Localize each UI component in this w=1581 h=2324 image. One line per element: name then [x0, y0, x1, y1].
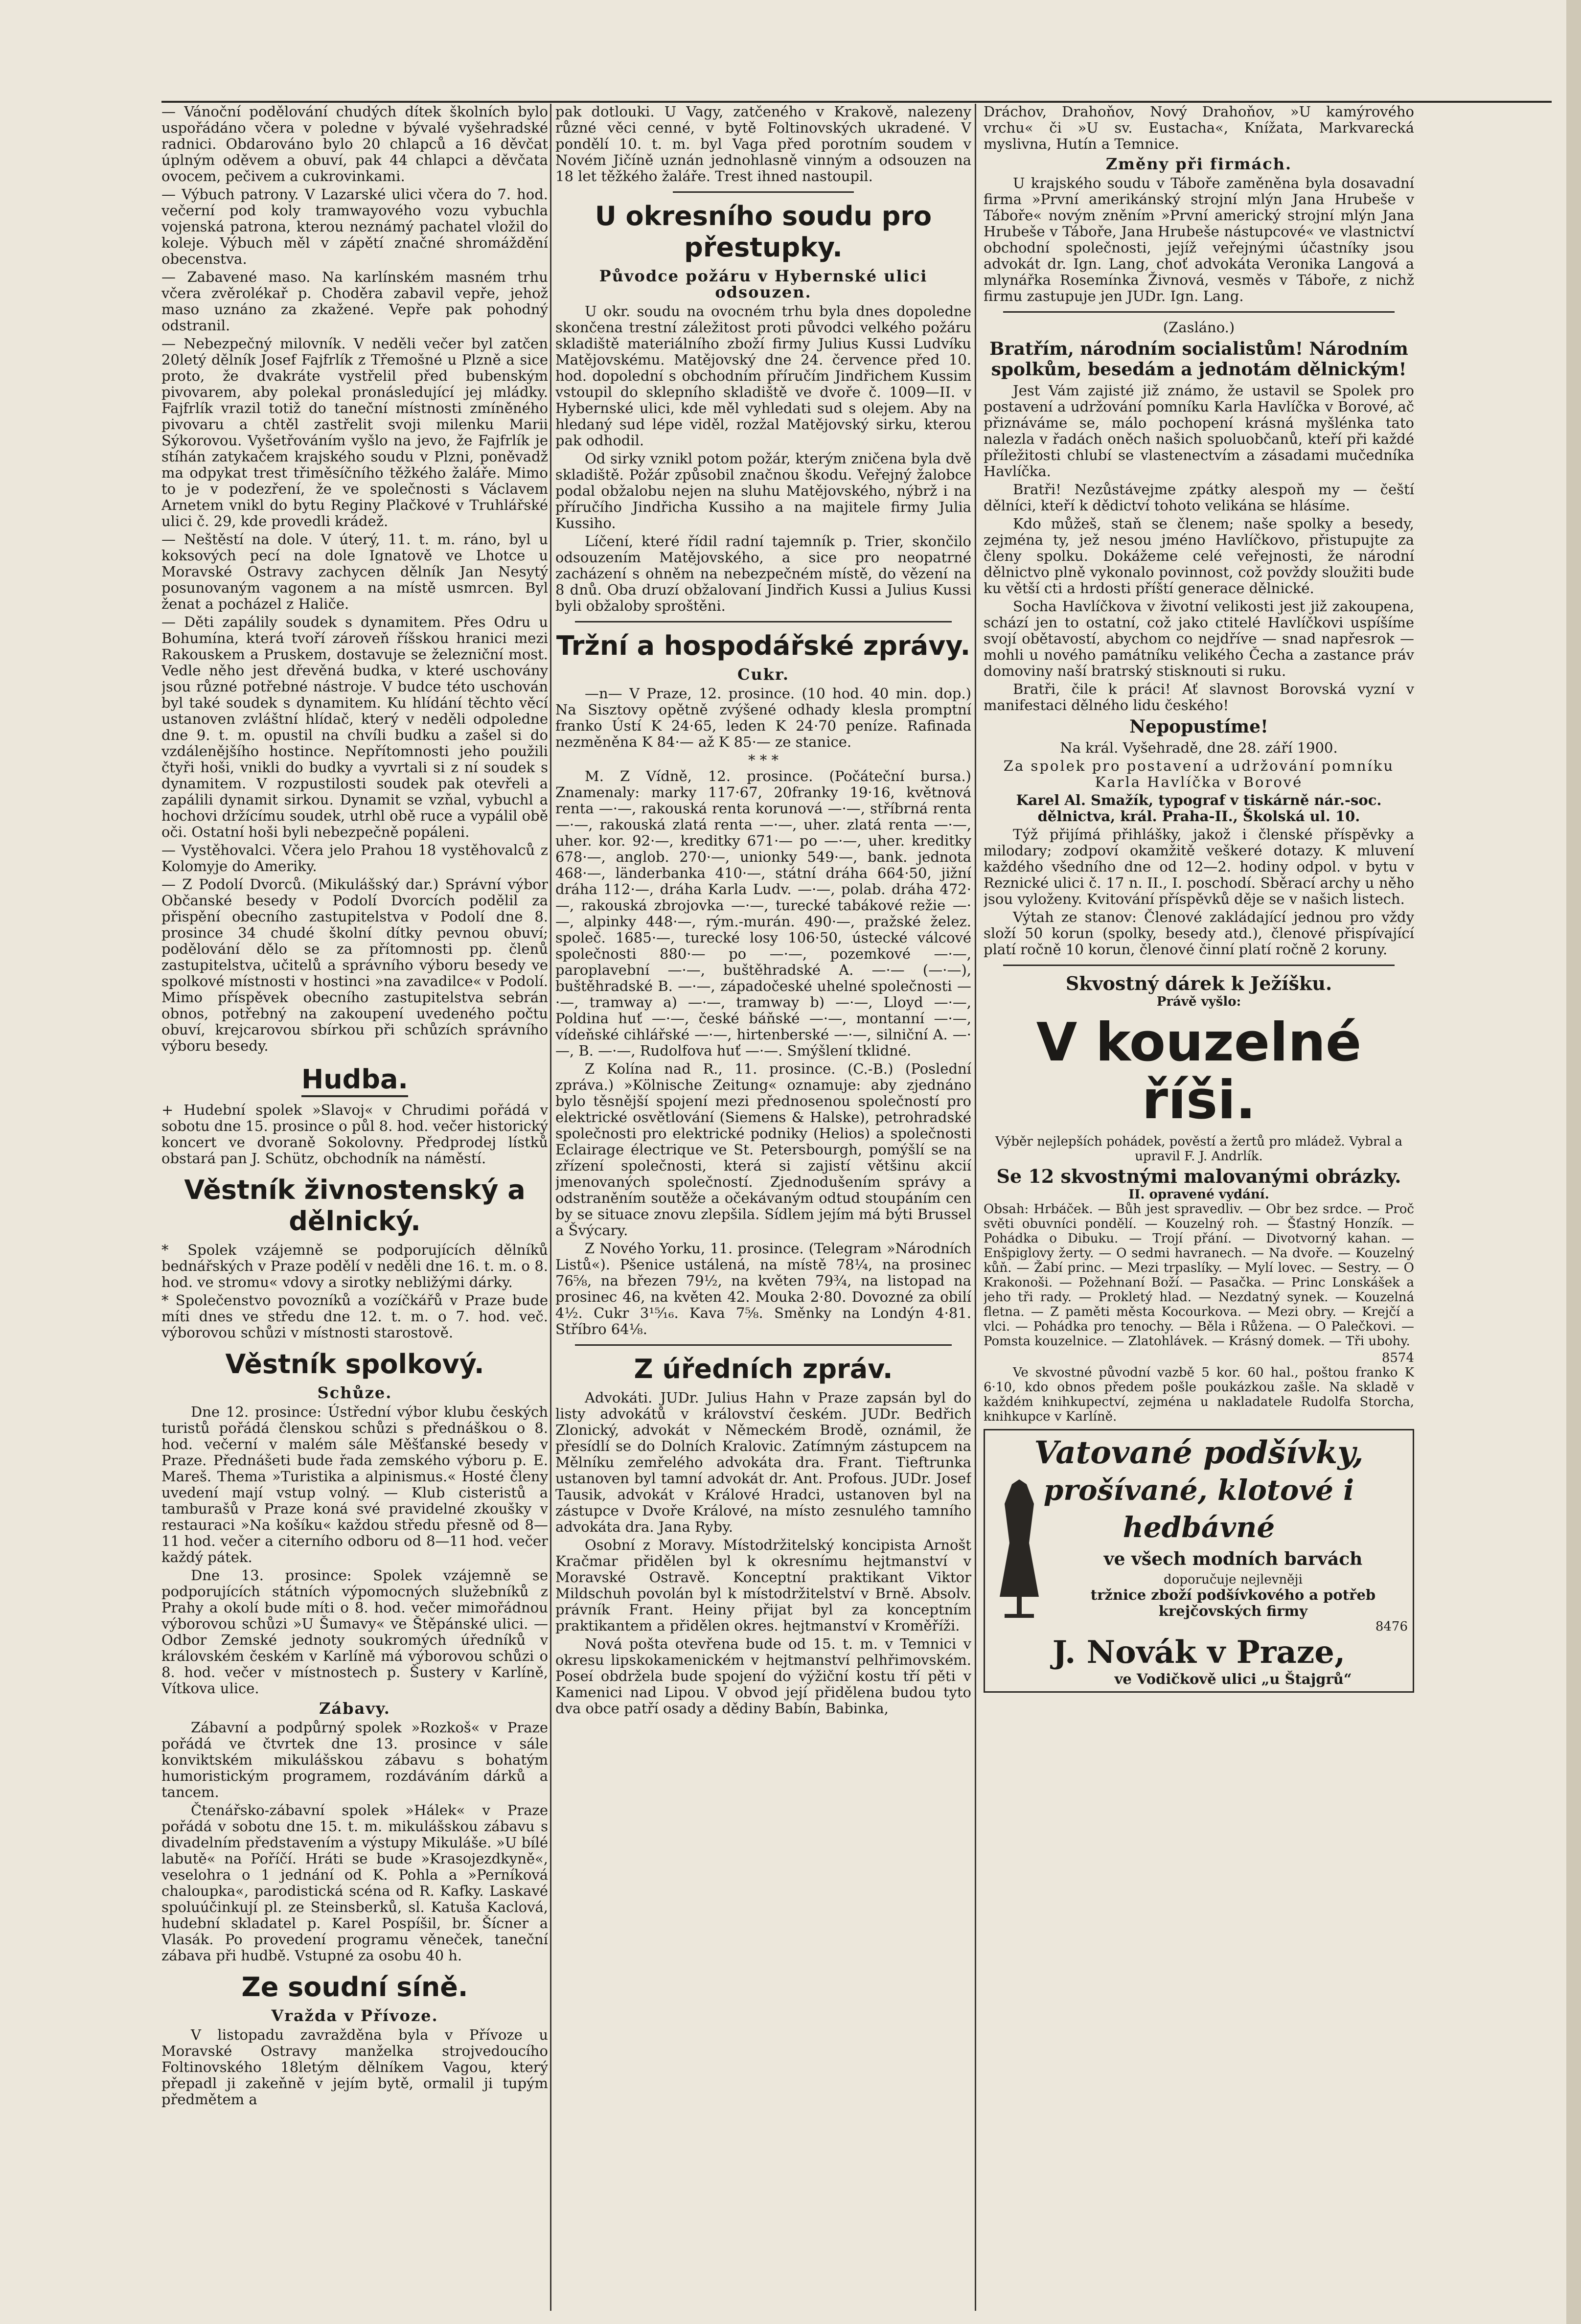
- article-posta-cont: Dráchov, Drahoňov, Nový Drahoňov, »U kamýrového vrchu« či »U sv. Eustacha«, Knížata, Markvarecká myslivna, Hutín a Temnice.: [984, 104, 1414, 152]
- section-vestnik-spolkovy: Věstník spolkový.: [225, 1349, 484, 1380]
- separator: [575, 1344, 952, 1346]
- zaslano-p3: Kdo můžeš, staň se členem; naše spolky a besedy, zejména ty, jež nesou jméno Havlíčkovo, přistupujte za členy spolku. Dokážeme celé veřejnosti, že národní dělnictvo plně vykonalo povinnost, což povždy sloužiti bude ku větší cti a hrdosti příští generace dělnické.: [984, 515, 1414, 597]
- article-milovnik: — Nebezpečný milovník. V neděli večer byl zatčen 20letý dělník Josef Fajfrlík z Třemošné u Plzně a sice proto, že dvakráte vystřelil před bubenským pivovarem, aby polekal pronásledující jej mládky. Fajfrlík vrazil totiž do taneční místnosti zmíněného pivovaru a chtěl zastřelit svoji milenku Marii Sýkorovou. Vyšetřováním vyšlo na jevo, že Fajfrlík je stíhán zatykačem krajského soudu v Plzni, poněvadž ma odpykat trest třiměsíčního těžkého žaláře. Mimo to je v podezření, že ve společnosti s Václavem Arnetem vnikl do bytu Reginy Plačkové v Truhlářské ulici č. 29, kde provedli krádež.: [161, 335, 548, 529]
- report-osobni-morava: Osobní z Moravy. Místodržitelský koncipista Arnošt Kračmar přidělen byl k okresnímu hejtmanství v Moravské Ostravě. Konceptní praktikant Viktor Mildschuh povolán byl k místodržitelství v Brně. Absolv. právník Frant. Heiny přijat byl za konceptním praktikantem a přidělen okres. hejtmanství v Kroměříži.: [555, 1537, 971, 1634]
- column-3: [984, 104, 1414, 2311]
- ad-linings-code: 8476: [1375, 1619, 1408, 1634]
- zaslano-stanovy: Výtah ze stanov: Členové zakládající jednou pro vždy složí 50 korun (spolky, besedy atd.), členové přispívající platí ročně 10 korun, členové činní platí ročně 2 koruny.: [984, 909, 1414, 958]
- zaslano-signature-org: Za spolek pro postavení a udržování pomníku Karla Havlíčka v Borové: [1003, 758, 1395, 790]
- article-vrazda: V listopadu zavražděna byla v Přívoze u Moravské Ostravy manželka strojvedoucího Foltinovského 18letým dělníkem Vagou, který přepadl ji zakeňně v jejím bytě, ormalil ji tupým předmětem a: [161, 2026, 548, 2108]
- zaslano-date: Na král. Vyšehradě, dne 28. září 1900.: [1060, 739, 1338, 756]
- article-podoli: — Z Podolí Dvorců. (Mikulášský dar.) Správní výbor Občanské besedy v Podolí Dvorcích podělil za přispění obecního zastupitelstva v Podolí dne 8. prosince 34 chudé školní dítky pevnou obuví; podělování dělo se za přítomnosti pp. členů zastupitelstva, učitelů a správního výboru besedy ve spolkové místnosti v hostinci »na zavadilce« v Podolí. Mimo příspěvek obecního zastupitelstva sebrán obnos, potřebný na zakoupení uvedeného počtu obuví, krejcarovou sbírkou při schůzích správního výboru besedy.: [161, 876, 548, 1054]
- ad-book-illustrations: Se 12 skvostnými malovanými obrázky.: [996, 1165, 1401, 1187]
- zabava-rozkos: Zábavní a podpůrný spolek »Rozkoš« v Praze pořádá ve čtvrtek dne 13. prosince v sále konviktském mikulášskou zábavu s bohatým humoristickým programem, rozdáváním dárků a tancem.: [161, 1719, 548, 1800]
- ad-linings-store: tržnice zboží podšívkového a potřeb krejčovských firmy: [1090, 1587, 1376, 1619]
- separator: [1003, 311, 1395, 313]
- ad-book-title: V kouzelné říši.: [1036, 1012, 1362, 1131]
- article-vystehovalci: — Vystěhovalci. Včera jelo Prahou 18 vystěhovalců z Kolomyje do Ameriky.: [161, 842, 548, 874]
- dress-form-icon: [990, 1474, 1049, 1621]
- article-pozar-3: Líčení, které řídil radní tajemník p. Trier, skončilo odsouzením Matějovského, a sice pro neopatrné zacházení s ohněm na nebezpečném místě, do vězení na 8 dnů. Oba druzí obžalovaní Jindřich Kussi a Julius Kussi byli obžaloby sproštěni.: [555, 533, 971, 614]
- article-vrazda-cont: pak dotlouki. U Vagy, zatčeného v Krakově, nalezeny různé věci cenné, v bytě Foltinovských ukradené. V pondělí 10. t. m. byl Vaga před porotním soudem v Novém Jičíně uznán jednohlasně vinným a odsouzen na 18 let těžkého žaláře. Trest ihned nastoupil.: [555, 104, 971, 184]
- article-pozar-2: Od sirky vznikl potom požár, kterým zničena byla dvě skladiště. Požár způsobil značnou škodu. Veřejný žalobce podal obžalobu nejen na sluhu Matějovského, nýbrž i na příručího Jindřicha Kussiho a na majitele firmy Julia Kussiho.: [555, 450, 971, 531]
- column-divider-1: [550, 104, 551, 2311]
- section-trzni-zpravy: Tržní a hospodářské zprávy.: [556, 630, 971, 661]
- article-vanocni: — Vánoční podělování chudých dítek školních bylo uspořádáno včera v poledne v bývalé vyšehradské radnici. Obdarováno bylo 20 chlapců a 16 děvčat úplným oděvem a obuví, pak 44 chlapci a děvčata ovocem, pečivem a cukrovinkami.: [161, 104, 548, 184]
- zaslano-signature-name: Karel Al. Smažík, typograf v tiskárně nár.-soc. dělnictva, král. Praha-II., Školská ul. 10.: [1016, 792, 1382, 825]
- subsection-schuze: Schůze.: [317, 1383, 392, 1402]
- schuze-12-prosince: Dne 12. prosince: Ústřední výbor klubu českých turistů pořádá členskou schůzi s přednáškou o 8. hod. večerní v malém sále Měšťanské besedy v Praze. Přednášeti bude řada zemského výboru p. E. Mareš. Thema »Turistika a alpinismus.« Hosté členy uvedení mají vstup volný. — Klub cisteristů a tamburašů v Praze koná své pravidelné zkoušky v restauraci »Na košíku« každou středu přesně od 8—11 hod. večer a citerního odboru od 8—11 hod. večer každý pátek.: [161, 1404, 548, 1565]
- subsection-zabavy: Zábavy.: [319, 1699, 390, 1718]
- zabava-halek: Čtenářsko-zábavní spolek »Hálek« v Praze pořádá v sobotu dne 15. t. m. mikulášskou zábavu s divadelním představením a výstupy Mikuláše. »U bílé labutě« na Poříčí. Hráti se bude »Krasojezdkyně«, veselohra o 1 jednání od K. Pohla a »Perníková chaloupka«, parodistická scéna od R. Kafky. Laskavé spoluúčinkují pl. ze Steinsberků, sl. Katuša Kaclová, hudební skladatel p. Karel Pospíšil, br. Šícner a Vlasák. Po provedení programu věneček, taneční zábava při hudbě. Vstupné za osobu 40 h.: [161, 1802, 548, 1964]
- ad-linings-name: J. Novák v Praze,: [1052, 1634, 1346, 1671]
- article-zmeny-firmach: U krajského soudu v Táboře zaměněna byla dosavadní firma »První amerikánský strojní mlýn Jana Hrubeše v Táboře« novým zněním »První americký strojní mlýn Jana Hrubeše v Táboře, Jana Hrubeše nástupcové« ve vlastnictví obchodní společnosti, jejíž veřejnými účastníky jsou advokát dr. Ign. Lang, choť advokáta Veronika Langová a mlynářka Rosemínka Živnová, vesměs v Táboře, z nichž firmu zastupuje jen JUDr. Ign. Lang.: [984, 175, 1414, 304]
- ad-book-tagline: Skvostný dárek k Ježíšku.: [1065, 972, 1332, 994]
- section-okresni-soud: U okresního soudu pro přestupky.: [595, 201, 932, 263]
- zaslano-p5: Bratři, čile k práci! Ať slavnost Borovská vyzní v manifestaci dělného lidu českého!: [984, 681, 1414, 713]
- zaslano-label: (Zasláno.): [1163, 319, 1235, 336]
- notice-povoznici: * Společenstvo povozníků a vozíčkářů v Praze bude míti dnes ve středu dne 12. t. m. o 7. hod. več. výborovou schůzi v místnosti starostově.: [161, 1292, 548, 1341]
- ad-book-desc: Výběr nejlepších pohádek, pověstí a žertů pro mládež. Vybral a upravil F. J. Andrlík.: [995, 1134, 1403, 1164]
- article-slavoj: + Hudební spolek »Slavoj« v Chrudimi pořádá v sobotu dne 15. prosince o půl 8. hod. večer historický koncert ve dvoraně Sokolovny. Předprodej lístků obstará pan J. Schütz, obchodník na náměstí.: [161, 1102, 548, 1167]
- headline-vrazda: Vražda v Přívoze.: [271, 2006, 438, 2025]
- report-nova-posta: Nová pošta otevřena bude od 15. t. m. v Temnici v okresu lipskokamenickém v hejtmanství pelhřimovském. Poseí obdržela bude spojení do výžiční kostu tří pěti v Kamenici nad Lipou. V obvod její přidělena budou tyto dva obce patří osady a dědiny Babín, Babinka,: [555, 1635, 971, 1717]
- report-advokati: Advokáti. JUDr. Julius Hahn v Praze zapsán byl do listy advokátů v království českém. JUDr. Bedřich Zlonický, advokát v Německém Brodě, oznámil, že přesídlí se do Dolních Kralovic. Zatímným zástupcem na Mělníku zemřelého advokáta dra. Frant. Tieftrunka ustanoven byl tamní advokát dr. Ant. Profous. JUDr. Josef Tausik, advokát v Králové Hradci, ustanoven byl na zástupce v Dvoře Králové, na místo zesnulého tamního advokáta dra. Jana Ryby.: [555, 1389, 971, 1535]
- nepopustime-heading: Nepopustíme!: [1129, 716, 1268, 737]
- report-kolin: Z Kolína nad R., 11. prosince. (C.-B.) (Poslední zpráva.) »Kölnische Zeitung« oznamuje: aby zjednáno bylo těsnější spojení mezi přednosenou společností pro elektrické osvětlování (Siemens & Halske), petrohradské společnosti pro elektrické podniky (Helios) a společnosti Eclairage électrique ve St. Petersbourgh, pomýšlí se na zřízení společnosti, která si zajistí většinu akcií jmenovaných společností. Zjednodušením správy a odstraněním soutěže a očekávaným odtud stoupáním cen by se situace znovu zlepšila. Sídlem jejím má býti Brussel a Švýcary.: [555, 1060, 971, 1239]
- zaslano-p4: Socha Havlíčkova v životní velikosti jest již zakoupena, schází jen to ostatní, což jako ctitelé Havlíčkovi uspíšíme svojí obětavostí, abychom co nejdříve — snad napřesrok — mohli u nového památníku velikého Čecha a zastance práv domoviny naší bratrský stisknouti si ruku.: [984, 598, 1414, 679]
- section-soudni-sin: Ze soudní síně.: [241, 1972, 468, 2002]
- ad-linings-recommend: doporučuje nejlevněji: [1164, 1572, 1303, 1587]
- ad-book-code: 8574: [1381, 1351, 1414, 1365]
- article-dynamit: — Děti zapálily soudek s dynamitem. Přes Odru u Bohumína, která tvoří zároveň říšskou hranici mezi Rakouskem a Pruskem, dostavuje se železniční most. Vedle něho jest dřevěná budka, v které uschovány jsou různé potřebné nástroje. V budce této uschován byl také soudek s dynamitem. Ku hlídání těchto věcí ustanoven zvláštní hlídač, který v neděli odpoledne dne 9. t. m. opustil na chvíli budku a zašel si do vzdálenějšího hostince. Nepřítomnosti jeho použili čtyři hoši, vnikli do budky a vyvrtali si z ní soudek s dynamitem. V rozpustilosti soudek pak otevřeli a zapálili dynamit sirkou. Dynamit se vzňal, vybuchl a hochovi držícímu soudek, utrhl obě ruce a vypálil obě oči. Ostatní hoši byli nebezpečně popáleni.: [161, 614, 548, 840]
- ad-linings-subtitle: prošívané, klotové i hedbávné: [1043, 1473, 1354, 1544]
- zaslano-p1: Jest Vám zajisté již známo, že ustavil se Spolek pro postavení a udržování pomníku Karla Havlíčka v Borové, ač přiznáváme se, málo pochopení krásná myšlénka tato nalezla v řadách oněch našich spoluobčanů, kteří při každé příležitosti chlubí se vlastenectvím a zásadami mučedníka Havlíčka.: [984, 382, 1414, 480]
- section-hudba: Hudba.: [301, 1064, 408, 1097]
- column-divider-2: [975, 104, 976, 2311]
- page-edge-shadow: [1566, 0, 1581, 2324]
- article-nestesti: — Neštěstí na dole. V úterý, 11. t. m. ráno, byl u koksových pecí na dole Ignatově ve Lhotce u Moravské Ostravy zachycen dělník Jan Nesytý posunovaným vagonem a na místě usmrcen. Byl ženat a pocházel z Haliče.: [161, 531, 548, 612]
- report-viden: M. Z Vídně, 12. prosince. (Počáteční bursa.) Znamenaly: marky 117·67, 20franky 19·16, květnová renta —·—, rakouská renta korunová —·—, stříbrná renta —·—, rakouská zlatá renta —·—, uher. zlatá renta —·—, uher. kor. 92·—, kreditky 671·— po —·—, uher. kreditky 678·—, anglob. 270·—, unionky 549·—, bank. jednota 468·—, länderbanka 410·—, státní dráha 664·50, jižní dráha 112·—, dráha Karla Ludv. —·—, polab. dráha 472·—, rakouská zbrojovka —·—, turecké tabákové režie —·—, alpinky 448·—, rým.-murán. 490·—, pražské želez. společ. 1685·—, turecké losy 106·50, ústecké válcové společnosti 880·— po —·—, pozemkové —·—, paroplavební —·—, buštěhradské A. —·— (—·—), buštěhradské B. —·—, západočeské uhelné společnosti —·—, tramway a) —·—, tramway b) —·—, Lloyd —·—, Poldina huť —·—, české báňské —·—, montanní —·—, vídeňské cihlářské —·—, hirtenberské —·—, silniční A. —·—, B. —·—, Rudolfova huť —·—. Smýšlení tklidné.: [555, 768, 971, 1059]
- article-maso: — Zabavené maso. Na karlínském masném trhu včera zvěrolékař p. Choděra zabavil vepře, jehož maso uznáno za zkažené. Vepře pak pohodný odstranil.: [161, 269, 548, 334]
- ad-book-just-released: Právě vyšlo:: [1156, 994, 1241, 1009]
- separator: [575, 621, 952, 622]
- section-vestnik-zivnostensky: Věstník živnostenský a dělnický.: [184, 1174, 526, 1237]
- notice-bednari: * Spolek vzájemně se podporujících dělníků bednářských v Praze podělí v neděli dne 16. t. m. o 8. hod. ve stromu« vdovy a sirotky nebližými dárky.: [161, 1242, 548, 1290]
- article-vybuch: — Výbuch patrony. V Lazarské ulici včera do 7. hod. večerní pod koly tramwayového vozu vybuchla vojenská patrona, kterou neznámý pachatel vložil do koleje. Výbuch měl v zápětí značné shromáždění obecenstva.: [161, 186, 548, 267]
- ad-linings: [984, 1429, 1414, 1693]
- headline-zmeny-firmach: Změny při firmách.: [1105, 155, 1292, 173]
- section-uradni-zpravy: Z úředních zpráv.: [634, 1354, 893, 1384]
- ad-book-price: Ve skvostné původní vazbě 5 kor. 60 hal., poštou franko K 6·10, kdo obnos předem pošle poukázkou zašle. Na skladě v každém knihkupectví, zejména u nakladatele Rudolfa Storcha, knihkupce v Karlíně.: [984, 1365, 1414, 1424]
- column-2: [555, 104, 971, 2311]
- report-cukr: —n— V Praze, 12. prosince. (10 hod. 40 min. dop.) Na Sisztovy opětně zvýšené odhady klesla promptní franko Ústí K 24·65, leden K 24·70 peníze. Rafinada nezměněna K 84·— až K 85·— ze stanice.: [555, 685, 971, 750]
- zaslano-p2: Bratři! Nezůstávejme zpátky alespoň my — čeští dělníci, kteří k dědictví tohoto velikána se hlásíme.: [984, 481, 1414, 514]
- schuze-13-prosince: Dne 13. prosince: Spolek vzájemně se podporujících státních výpomocných služebníků z Prahy a okolí bude míti o 8. hod. večer mimořádnou výborovou schůzi »U Šumavy« ve Štěpánské ulici. — Odbor Zemské jednoty soukromých úředníků v královském českém v Karlíně má výborovou schůzi o 8. hod. večer v místnostech p. Šustery v Karlíně, Vítkova ulice.: [161, 1567, 548, 1697]
- ad-book-edition: II. opravené vydání.: [1128, 1187, 1269, 1202]
- ad-linings-address: ve Vodičkově ulici „u Štajgrů“: [1114, 1671, 1352, 1687]
- headline-pozar: Původce požáru v Hybernské ulici odsouzen.: [599, 267, 928, 301]
- ad-book-contents: Obsah: Hrbáček. — Bůh jest spravedliv. — Obr bez srdce. — Proč světi obuvníci pondělí. — Kouzelný roh. — Šťastný Honzík. — Pohádka o Dibuku. — Trojí přání. — Divotvorný kahan. — Enšpiglovy žerty. — O sedmi havranech. — Na dvoře. — Kouzelný kůň. — Žabí princ. — Mezi trpaslíky. — Mylí lovec. — Sestry. — O Krakonoši. — Požehnaní Boží. — Pasačka. — Princ Lonskášek a jeho tři rady. — Prokletý hlad. — Nezdatný synek. — Kouzelná fletna. — Z paměti města Kocourkova. — Mezi obry. — Krejčí a vlci. — Pohádka pro tenochy. — Běla i Růžena. — O Palečkovi. — Pomsta kouzelnice. — Zlatohlávek. — Krásný domek. — Tři ubohy.: [984, 1202, 1414, 1349]
- ad-linings-title: Vatované podšívky,: [1034, 1434, 1364, 1471]
- report-novy-york: Z Nového Yorku, 11. prosince. (Telegram »Národních Listů«). Pšenice ustálená, na místě 78¼, na prosinec 76⅝, na březen 79½, na květen 79¾, na listopad na prosinec 46, na květen 42. Mouka 2·80. Dovozné za obilí 4½. Cukr 3¹⁵⁄₁₆. Kava 7⅝. Směnky na Londýn 4·81. Stříbro 64⅛.: [555, 1240, 971, 1337]
- zaslano-prihlasky: Týž přijímá přihlášky, jakož i členské příspěvky a milodary; zodpoví okamžitě veškeré dotazy. K mluvení každého všedního dne od 12—2. hodiny odpol. v bytu v Reznické ulici č. 17 n. II., I. poschodí. Sběrací archy u něho jsou vyloženy. Kvitování příspěvků děje se v našich listech.: [984, 826, 1414, 907]
- subsection-cukr: Cukr.: [737, 665, 789, 684]
- separator: [673, 191, 854, 193]
- top-rule: [161, 101, 1552, 103]
- column-1: [161, 104, 548, 2311]
- ad-linings-colors: ve všech modních barvách: [1103, 1549, 1363, 1569]
- zaslano-headline: Bratřím, národním socialistům! Národním spolkům, besedám a jednotám dělnickým!: [989, 339, 1408, 380]
- separator: [1003, 965, 1395, 966]
- stars-separator: * * *: [748, 752, 779, 768]
- article-pozar-1: U okr. soudu na ovocném trhu byla dnes dopoledne skončena trestní záležitost proti původci velkého požáru skladiště materiálního zboží firmy Julius Kussi Ludvíku Matějovskému. Matějovský dne 24. července před 10. hod. dopolední s obchodním příručím Jindřichem Kussim vstoupil do sklepního skladiště ve dvoře č. 1009—II. v Hybernské ulici, kde měl vyhledati sud s olejem. Aby na hledaný sud lépe viděl, rozžal Matějovský sirku, kterou pak odhodil.: [555, 303, 971, 449]
